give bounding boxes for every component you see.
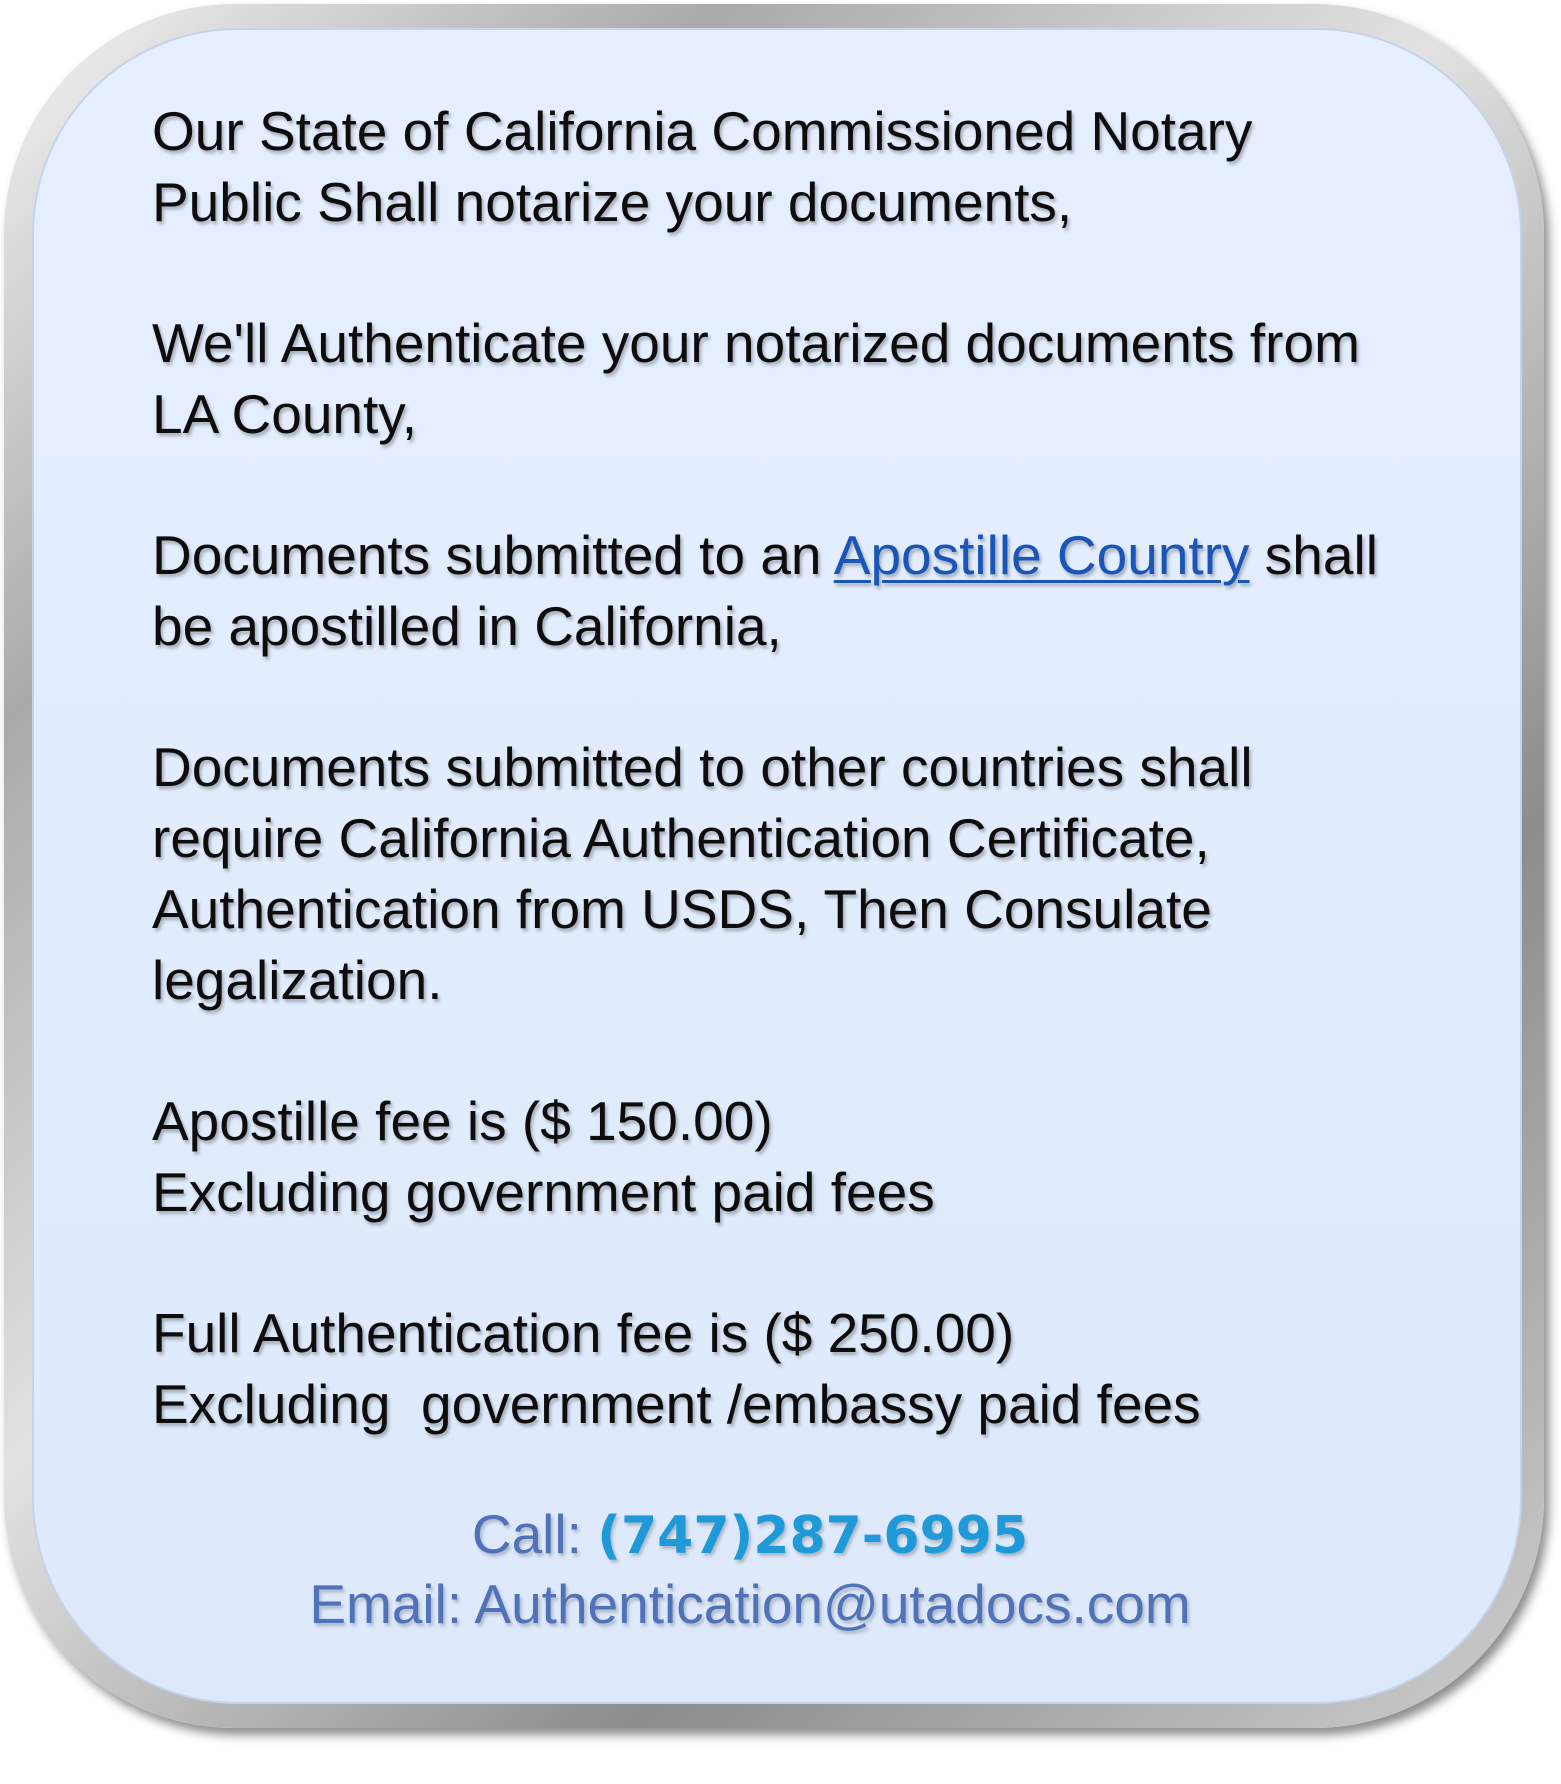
apostille-fee-line-2: Excluding government paid fees (152, 1161, 935, 1223)
apostille-paragraph (152, 520, 1482, 662)
authenticate-line-2: LA County, (152, 383, 417, 445)
full-fee-line-1: Full Authentication fee is ($ 250.00) (152, 1302, 1015, 1364)
phone-number-link[interactable]: (747)287-6995 (597, 1506, 1029, 1566)
authenticate-paragraph (152, 308, 1482, 450)
apostille-text-before-link: Documents submitted to an (152, 524, 834, 586)
apostille-country-link[interactable]: Apostille Country (833, 524, 1250, 586)
apostille-line-1 (152, 520, 1482, 591)
notary-line-1: Our State of California Commissioned Notary (152, 100, 1253, 162)
apostille-line-2: be apostilled in California, (152, 595, 782, 657)
full-fee-line-2: Excluding government /embassy paid fees (152, 1373, 1201, 1435)
authenticate-line-1: We'll Authenticate your notarized documents from (152, 312, 1360, 374)
email-address-link[interactable]: Authentication@utadocs.com (474, 1573, 1191, 1635)
email-line (0, 1569, 1500, 1639)
apostille-fee-line-1: Apostille fee is ($ 150.00) (152, 1090, 773, 1152)
notary-line-2: Public Shall notarize your documents, (152, 171, 1073, 233)
full-fee-paragraph (152, 1298, 1482, 1440)
apostille-fee-paragraph (152, 1086, 1482, 1228)
other-countries-line-1: Documents submitted to other countries shall (152, 736, 1253, 798)
other-countries-paragraph (152, 732, 1482, 1016)
apostille-text-after-link: shall (1249, 524, 1378, 586)
call-line (0, 1499, 1500, 1571)
other-countries-line-3: Authentication from USDS, Then Consulate (152, 878, 1212, 940)
other-countries-line-2: require California Authentication Certificate, (152, 807, 1210, 869)
email-label: Email: (309, 1573, 475, 1635)
info-text (152, 96, 1482, 1510)
other-countries-line-4: legalization. (152, 949, 443, 1011)
notary-paragraph (152, 96, 1482, 238)
call-label: Call: (471, 1503, 598, 1565)
